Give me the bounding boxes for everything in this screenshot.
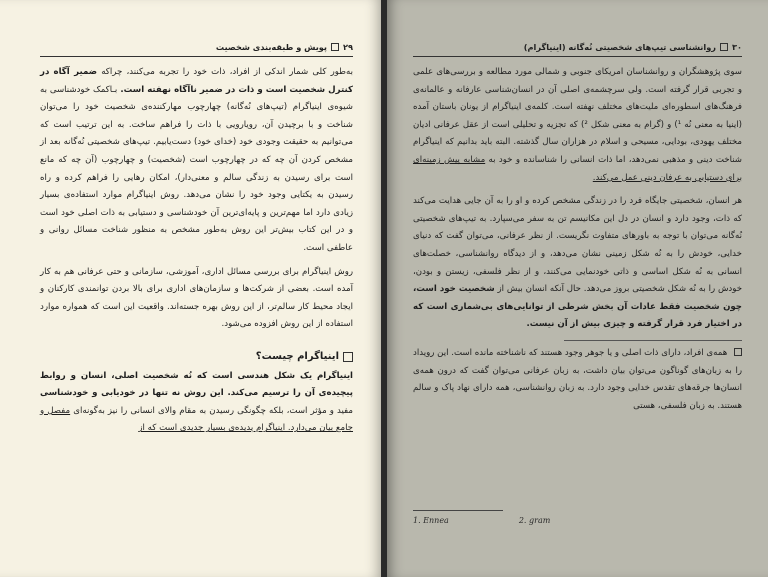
text-line: مفید و مؤثر است، بلکه چگونگی رسیدن به مقام والای انسانی را نیز به‌گونه‌ای <box>73 405 354 416</box>
footnote-separator <box>413 510 503 511</box>
right-paragraph-3 <box>413 345 742 415</box>
left-page-number: ۲۹ <box>343 42 353 52</box>
left-page-body <box>40 64 353 444</box>
text-bold-line: آن نیست. <box>526 319 568 330</box>
text-line: زندگی سالم و معنی‌دار)، امکان رهایی را فراهم کرده و راه رسیدن به یکتایی <box>40 172 353 201</box>
text-line: بالا بردن توانمندی کارکنان و ایجاد محیط کار سالم‌تر، از این روش بهره <box>40 284 353 312</box>
text-underlined-line: مفصل و جامع بیان می‌دارد. اینیاگرام پدیده‌ی بسیار جدیدی است که از <box>40 405 353 434</box>
text-line: بودایی، مسیحی و اسلام در هزاران سال گذشته. البته باید بدانیم که اینیاگرام <box>413 137 688 148</box>
text-line: دست‌یابیم. تیپ‌های شخصیتی نُه‌گانه بعد از مشخص کردن آن چه که در <box>40 137 354 165</box>
text-line: معنی شکل ²) که تجزیه و تحلیلی است از عقل عرفانی ادیان مختلف یهودی، <box>413 119 743 148</box>
left-page-header <box>40 38 353 56</box>
paragraph-square-icon <box>734 348 742 356</box>
text-line: خودشناسی به شیوه‌ی اینیاگرام (تیپ‌های نُه‌گانه) چهارچوب مهارکننده‌ی <box>40 84 354 113</box>
right-page <box>387 0 768 577</box>
right-header-title: روانشناسی تیپ‌های شخصیتی نُه‌گانه (اینیاگرام) <box>523 42 716 52</box>
footnote-2: 2. gram <box>518 516 551 525</box>
text-line: وجود خود را نشان می‌دهد. روش اینیاگرام موارد استفاده‌ی بسیار زیادی دارد <box>40 190 354 218</box>
left-paragraph-1 <box>40 64 353 258</box>
text-line: به‌طور کلی شمار اندکی از افراد، ذات خود را تجربه می‌کنند، چراکه <box>97 67 354 77</box>
text-line: می‌شود. <box>221 319 252 330</box>
section-heading <box>40 348 353 366</box>
text-line: جایی هدایت می‌کند که ذات، وجود دارد و انسان در دل این مکانیسم تن <box>413 196 743 224</box>
footnote-1: 1. Ennea <box>413 516 449 525</box>
text-line: اما مهم‌ترین و پایه‌ای‌ترین آن خودشناسی و دستیابی به ذات اصلی خود است و <box>40 207 354 236</box>
text-line: زبان روانشناسی، همه دارای نهاد پاک و سالم هستند. به زبان فلسفی، هستی <box>413 383 742 411</box>
text-line: ساخت. به این ترتیب است که می‌توانیم به حقیقت وجودی خود (خدای خود) <box>40 119 354 148</box>
text-line: نهفته است. کلمه‌ی اینیاگرام از یونان باستان آمده (اینیا به معنی نُه ¹) و (گرام به <box>413 102 742 130</box>
header-square-icon <box>720 43 728 51</box>
text-line: است. این رویداد را به زبان‌های گوناگون می‌توان بیان داشت، به زبان عرفانی <box>413 347 742 376</box>
heading-square-icon <box>343 352 353 362</box>
text-line: هر انسان، شخصیتی جایگاه فرد را در زندگی مشخص کرده و او را به آن <box>484 196 743 207</box>
text-line: می‌توان گفت که درون همه‌ی انسان‌ها جرقه‌های تقدس خدایی وجود دارد. به <box>413 365 742 394</box>
text-line: بررسی‌های علمی و تجربی قرار گرفته است. ولی سرچشمه‌ی اصلی آن در <box>413 67 743 95</box>
right-paragraph-1 <box>413 64 742 187</box>
right-paragraph-2 <box>413 193 742 334</box>
text-bold-line: در کنترل شخصیت است و ذات در ضمیر ناآگاه نهفته است. <box>40 67 353 95</box>
section-heading-text: اینیاگرام چیست؟ <box>255 350 339 362</box>
left-header-rule <box>40 56 353 57</box>
text-line: جسته‌اند. واقعیت این است که همواره موارد استفاده از این روش افزوده <box>40 301 353 330</box>
text-line: نُه شکل زمینی نشان می‌دهد، و از دیدگاه روانشناسی، خصلت‌های انسانی به <box>413 248 743 277</box>
text-line: عرفانی هم به کار آمده است. بعضی از شرکت‌ها و سازمان‌های اداری برای <box>40 266 353 295</box>
right-page-number: ۳۰ <box>732 42 742 52</box>
text-bold-line: شخصیت خود است، چون شخصیت فقط عادات آن بخش شرطی از <box>413 284 742 312</box>
left-paragraph-3 <box>40 368 353 438</box>
text-line: همه‌ی افراد، دارای ذات اصلی و یا جوهر وجود هستند که ناشناخته مانده <box>474 347 728 358</box>
text-line: بـاکمک <box>93 84 118 95</box>
text-line: نُه شکل اساسی و ذاتی خودنمایی می‌کنند، و از نظر فلسفی، زیستن و بودن، <box>413 266 702 277</box>
text-bold-line: توانایی‌های بی‌شماری است که در اختیار فرد قرار گرفته و چیزی بیش از <box>413 301 742 330</box>
right-header-rule <box>413 56 742 57</box>
left-paragraph-2 <box>40 264 353 334</box>
text-line: شناخت دینی و مذهبی نمی‌دهد، اما ذات انسانی را شناسانده و خود به <box>488 154 743 165</box>
text-line: چهارچوب است (شخصیت) و چهارچوب (آن چه که مانع است برای رسیدن به <box>40 154 353 183</box>
text-line: متفاوت نگریست. از نظر عرفانی، می‌توان گفت که دنیای خدایی، خودش را به <box>413 231 742 259</box>
text-line: شخصیت خود را می‌توان شناخت و با برچیدن آن، رویارویی با ذات را فراهم <box>40 102 354 130</box>
text-line: سوی پژوهشگران و روانشناسان امریکای جنوبی و شمالی مورد مطالعه و <box>478 67 742 77</box>
right-page-header <box>413 38 742 56</box>
text-line: عاطفی است. <box>303 242 353 253</box>
header-square-icon <box>331 43 339 51</box>
text-bold-line: پیچیده‌ی آن را ترسیم می‌کند. این روش نه تنها در خودیابی و خودشناسی <box>40 388 353 399</box>
text-line: روش اینیاگرام برای بررسی مسائل اداری، آموزشی، سازمانی و حتی <box>106 266 353 277</box>
footnotes <box>413 516 742 525</box>
text-line: خودش را به نُه شکل شخصیتی بروز می‌دهد. حال آنکه انسان بیش از <box>497 284 743 295</box>
right-page-body <box>413 64 742 421</box>
text-bold: ضمیر آگاه <box>53 67 98 77</box>
text-line: به سفر می‌سپارد. به تیپ‌های شخصیتی نُه‌گانه می‌توان با توجه به باورهای <box>413 213 742 242</box>
text-line: انسان‌شناسی عارفانه و عالمانه‌ی فرهنگ‌های اسطوره‌ای ملیت‌های مختلف <box>413 84 743 113</box>
text-line: در این کتاب بیش‌تر این روش به‌طور مشخص به منظور شناخت مسائل روانی و <box>40 225 345 236</box>
left-header-title: پویش و طبقه‌بندی شخصیت <box>215 42 327 52</box>
text-bold-line: اینیاگرام یک شکل هندسی است که نُه شخصیت اصلی، انسان و روابط <box>40 370 353 381</box>
section-separator <box>564 340 742 341</box>
text-underlined-line: مشابه پیش زمینه‌ای برای دستیابی به عرفان دینی عمل می‌کند. <box>413 154 742 183</box>
left-page <box>0 0 381 577</box>
